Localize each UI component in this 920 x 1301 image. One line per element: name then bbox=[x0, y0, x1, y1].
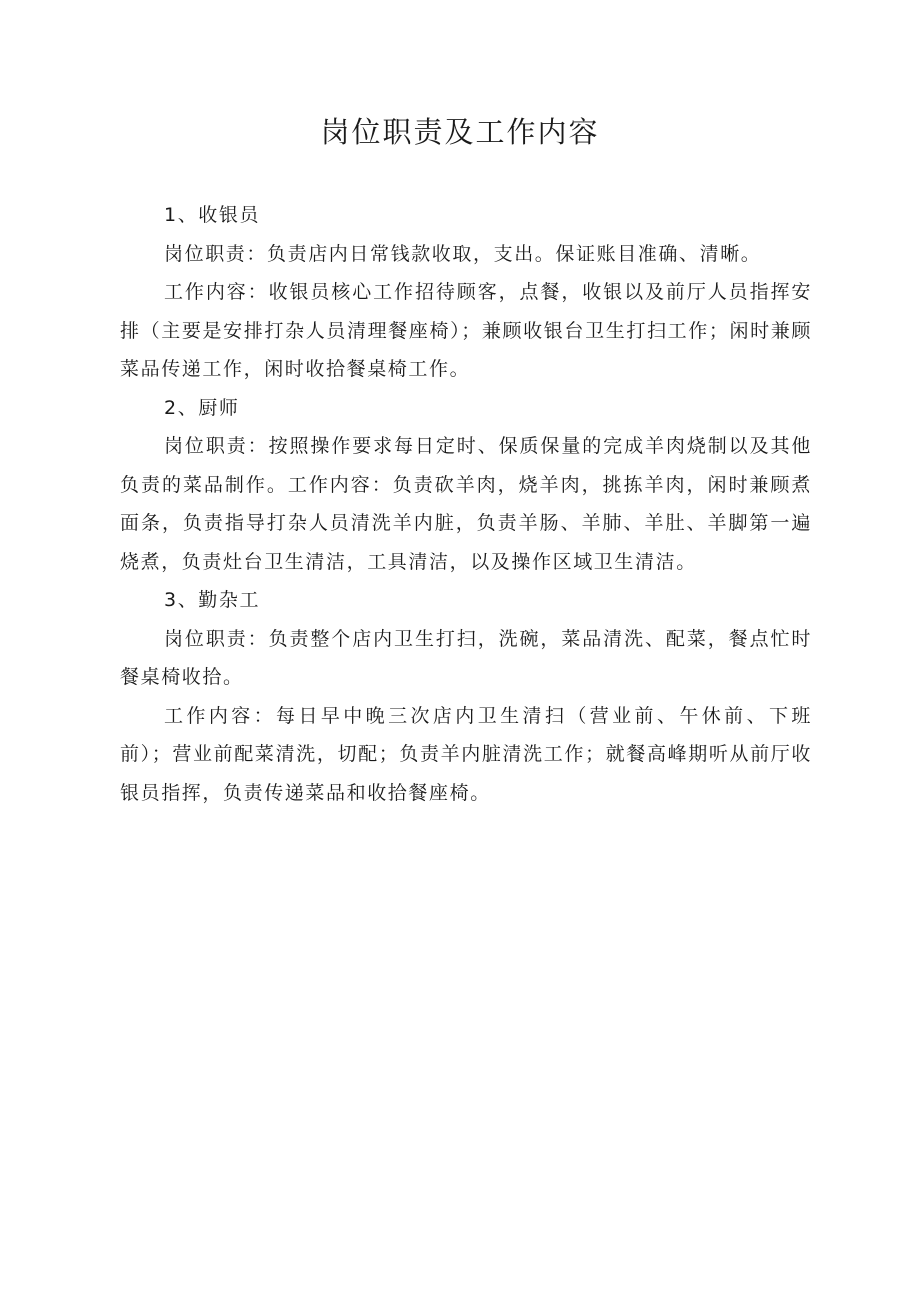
section-heading: 1、收银员 bbox=[164, 204, 261, 226]
section-heading: 2、厨师 bbox=[164, 396, 240, 419]
section-handyman bbox=[120, 581, 812, 812]
paragraph: 岗位职责：负责店内日常钱款收取，支出。保证账目准确、清晰。 bbox=[164, 242, 762, 265]
section-chef bbox=[120, 389, 812, 582]
section-heading: 3、勤杂工 bbox=[164, 589, 261, 611]
paragraph: 岗位职责：负责整个店内卫生打扫，洗碗，菜品清洗、配菜，餐点忙时餐桌椅收拾。 bbox=[120, 627, 812, 688]
document-body bbox=[120, 196, 812, 812]
paragraph: 工作内容：每日早中晚三次店内卫生清扫（营业前、午休前、下班前）；营业前配菜清洗，切配；负责羊内脏清洗工作；就餐高峰期听从前厅收银员指挥，负责传递菜品和收拾餐座椅。 bbox=[120, 704, 812, 804]
paragraph: 岗位职责：按照操作要求每日定时、保质保量的完成羊肉烧制以及其他负责的菜品制作。工作内容：负责砍羊肉，烧羊肉，挑拣羊肉，闲时兼顾煮面条，负责指导打杂人员清洗羊内脏，负责羊肠、羊肺、羊肚、羊脚第一遍烧煮，负责灶台卫生清洁，工具清洁，以及操作区域卫生清洁。 bbox=[120, 435, 812, 573]
section-cashier bbox=[120, 196, 812, 389]
paragraph: 工作内容：收银员核心工作招待顾客，点餐，收银以及前厅人员指挥安排（主要是安排打杂人员清理餐座椅）；兼顾收银台卫生打扫工作；闲时兼顾菜品传递工作，闲时收拾餐桌椅工作。 bbox=[120, 281, 812, 380]
document-title: 岗位职责及工作内容 bbox=[320, 115, 600, 149]
